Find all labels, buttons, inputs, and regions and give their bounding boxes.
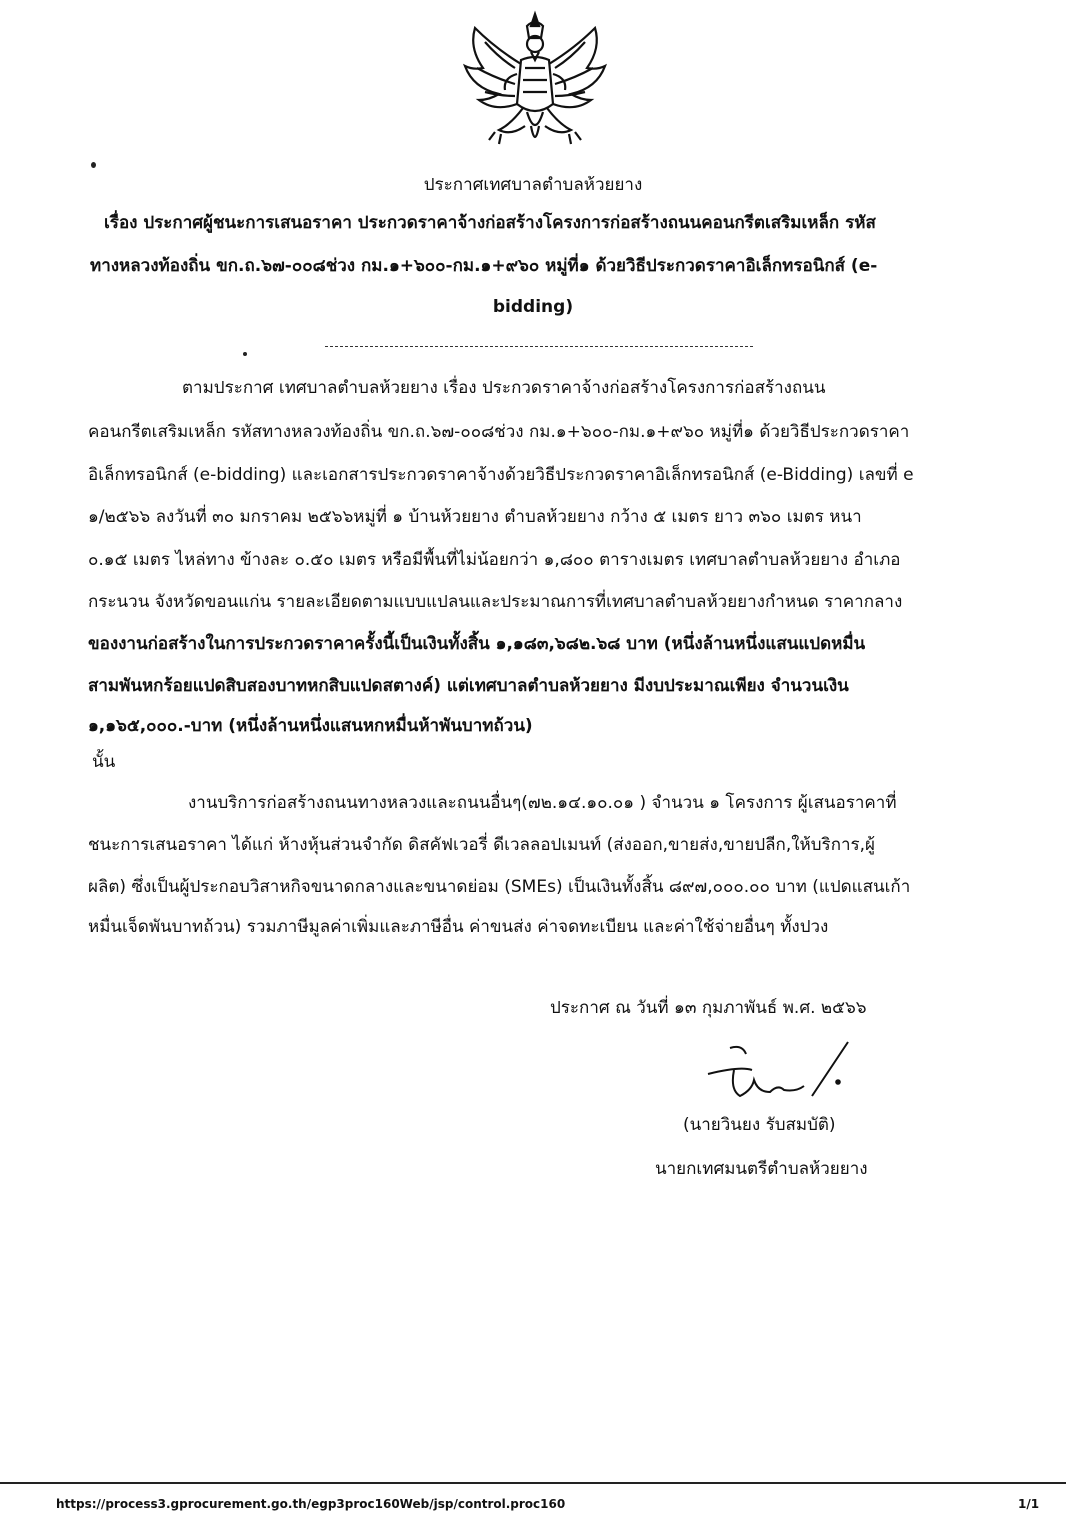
- p1-line-8: สามพันหกร้อยแปดสิบสองบาทหกสิบแปดสตางค์) แต่เทศบาลตำบลห้วยยาง มีงบประมาณเพียง จำนวนเงิน: [88, 676, 849, 696]
- footer-rule: [0, 1482, 1066, 1484]
- scan-speck: [91, 162, 96, 168]
- p2-line-2: ชนะการเสนอราคา ได้แก่ ห้างหุ้นส่วนจำกัด ดิสคัฟเวอรี่ ดีเวลลอปเมนท์ (ส่งออก,ขายส่ง,ขายปลีก,ให้บริการ,ผู้: [88, 835, 876, 855]
- issuer-title: ประกาศเทศบาลตำบลห้วยยาง: [423, 175, 643, 195]
- p1-line-6: กระนวน จังหวัดขอนแก่น รายละเอียดตามแบบแปลนและประมาณการที่เทศบาลตำบลห้วยยางกำหนด ราคากลาง: [88, 592, 903, 612]
- signer-title: นายกเทศมนตรีตำบลห้วยยาง: [655, 1159, 868, 1179]
- signature-icon: [700, 1040, 860, 1110]
- p1-line-10: นั้น: [92, 752, 116, 772]
- subject-line-1: เรื่อง ประกาศผู้ชนะการเสนอราคา ประกวดราคาจ้างก่อสร้างโครงการก่อสร้างถนนคอนกรีตเสริมเหล็ก รหัส: [104, 213, 876, 233]
- header-separator: [325, 346, 753, 347]
- p1-line-3: อิเล็กทรอนิกส์ (e-bidding) และเอกสารประกวดราคาจ้างด้วยวิธีประกวดราคาอิเล็กทรอนิกส์ (e-Bidding) เลขที่ e: [88, 465, 914, 485]
- scan-speck: [243, 352, 247, 356]
- p1-line-5: ๐.๑๕ เมตร ไหล่ทาง ข้างละ ๐.๕๐ เมตร หรือมีพื้นที่ไม่น้อยกว่า ๑,๘๐๐ ตารางเมตร เทศบาลตำบลห้วยยาง อำเภอ: [88, 550, 901, 570]
- p1-line-4: ๑/๒๕๖๖ ลงวันที่ ๓๐ มกราคม ๒๕๖๖หมู่ที่ ๑ บ้านห้วยยาง ตำบลห้วยยาง กว้าง ๕ เมตร ยาว ๓๖๐ เมตร หนา: [88, 507, 862, 527]
- signer-name: (นายวินยง รับสมบัติ): [683, 1115, 836, 1135]
- garuda-emblem-icon: [455, 8, 615, 158]
- p1-line-2: คอนกรีตเสริมเหล็ก รหัสทางหลวงท้องถิ่น ขก.ถ.๖๗-๐๐๘ช่วง กม.๑+๖๐๐-กม.๑+๙๖๐ หมู่ที่๑ ด้วยวิธีประกวดราคา: [88, 422, 910, 442]
- announcement-date: ประกาศ ณ วันที่ ๑๓ กุมภาพันธ์ พ.ศ. ๒๕๖๖: [550, 998, 867, 1018]
- footer-page-number: 1/1: [1018, 1497, 1040, 1511]
- p1-line-1: ตามประกาศ เทศบาลตำบลห้วยยาง เรื่อง ประกวดราคาจ้างก่อสร้างโครงการก่อสร้างถนน: [182, 378, 826, 398]
- p2-line-4: หมื่นเจ็ดพันบาทถ้วน) รวมภาษีมูลค่าเพิ่มและภาษีอื่น ค่าขนส่ง ค่าจดทะเบียน และค่าใช้จ่ายอื่นๆ ทั้งปวง: [88, 917, 829, 937]
- p1-line-9: ๑,๑๖๕,๐๐๐.-บาท (หนึ่งล้านหนึ่งแสนหกหมื่นห้าพันบาทถ้วน): [88, 716, 533, 736]
- p1-line-7: ของงานก่อสร้างในการประกวดราคาครั้งนี้เป็นเงินทั้งสิ้น ๑,๑๘๓,๖๘๒.๖๘ บาท (หนึ่งล้านหนึ่งแสนแปดหมื่น: [88, 634, 866, 654]
- subject-line-2: ทางหลวงท้องถิ่น ขก.ถ.๖๗-๐๐๘ช่วง กม.๑+๖๐๐-กม.๑+๙๖๐ หมู่ที่๑ ด้วยวิธีประกวดราคาอิเล็กทรอนิกส์ (e-: [90, 256, 878, 276]
- p2-line-3: ผลิต) ซึ่งเป็นผู้ประกอบวิสาหกิจขนาดกลางและขนาดย่อม (SMEs) เป็นเงินทั้งสิ้น ๘๙๗,๐๐๐.๐๐ บาท (แปดแสนเก้า: [88, 877, 911, 897]
- footer-url: https://process3.gprocurement.go.th/egp3proc160Web/jsp/control.proc160: [56, 1497, 566, 1511]
- p2-line-1: งานบริการก่อสร้างถนนทางหลวงและถนนอื่นๆ(๗๒.๑๔.๑๐.๐๑ ) จำนวน ๑ โครงการ ผู้เสนอราคาที่: [188, 793, 897, 813]
- subject-line-3: bidding): [492, 297, 574, 317]
